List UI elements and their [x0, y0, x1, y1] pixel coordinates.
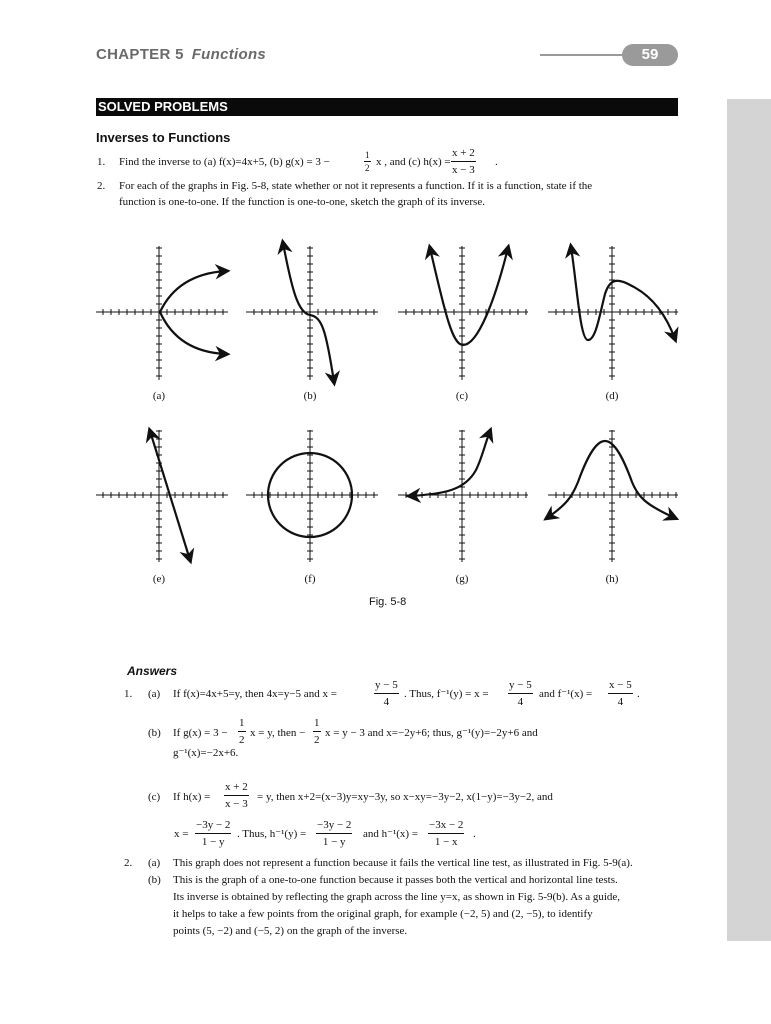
- answer-1c-text: If h(x) =: [173, 791, 211, 803]
- answer-1b-text-2: x = y, then −: [250, 727, 306, 739]
- answer-2b-line-3: it helps to take a few points from the original graph, for example (−2, 5) and (2, −5), to identify: [173, 908, 593, 920]
- answer-1c-text-4: and h⁻¹(x) =: [363, 828, 419, 840]
- answer-1a-tag: (a): [148, 688, 161, 700]
- fraction-denominator: 2: [314, 734, 320, 746]
- answer-1b-fraction-1: [238, 716, 246, 747]
- problem-1-part2: x , and (c) h(x) =: [376, 156, 451, 168]
- figure-caption: (h): [605, 573, 619, 585]
- answer-1-number: 1.: [124, 688, 133, 700]
- answer-1c-fraction-3: [316, 818, 352, 849]
- answer-1c-end: .: [473, 828, 476, 840]
- answer-1a-fraction-2: [508, 678, 533, 709]
- answer-1c-text-2: = y, then x+2=(x−3)y=xy−3y, so x−xy=−3y−2, x(1−y)=−3y−2, and: [257, 791, 553, 803]
- page-number: 59: [622, 44, 678, 66]
- answer-1c-fraction-1: [224, 780, 249, 811]
- answers-heading: Answers: [127, 664, 178, 678]
- answer-1c-x: x =: [174, 828, 189, 840]
- fraction-numerator: x − 5: [608, 678, 633, 694]
- fraction-numerator: −3x − 2: [428, 818, 464, 834]
- answer-1a-fraction-1: [374, 678, 399, 709]
- fraction-numerator: y − 5: [508, 678, 533, 694]
- fraction-numerator: 1: [238, 716, 246, 732]
- graph-g-curve: [410, 431, 490, 496]
- fraction-numerator: −3y − 2: [195, 818, 231, 834]
- answer-1b-line-2: g⁻¹(x)=−2x+6.: [173, 747, 239, 759]
- answer-1b-fraction-2: [313, 716, 321, 747]
- fraction-denominator: 2: [365, 163, 370, 173]
- fraction-denominator: x − 3: [225, 798, 248, 810]
- problem-2-number: 2.: [97, 180, 106, 192]
- answer-1b-text: If g(x) = 3 −: [173, 727, 228, 739]
- answer-1c-tag: (c): [148, 791, 161, 803]
- fraction-numerator: −3y − 2: [316, 818, 352, 834]
- figure-caption: (c): [455, 390, 469, 402]
- problem-2-line-1: For each of the graphs in Fig. 5-8, state whether or not it represents a function. If it is a function, state if the: [119, 180, 593, 192]
- graph-c-curve: [430, 248, 508, 345]
- answer-2b-line-4: points (5, −2) and (−5, 2) on the graph of the inverse.: [173, 925, 408, 937]
- fraction-denominator: 1 − x: [434, 836, 458, 848]
- fraction-denominator: 2: [239, 734, 245, 746]
- figure-label: Fig. 5-8: [369, 596, 407, 608]
- figure-caption: (a): [152, 390, 166, 402]
- answer-1a-fraction-3: [608, 678, 633, 709]
- problem-2-line-2: function is one-to-one. If the function is one-to-one, sketch the graph of its inverse.: [119, 196, 485, 208]
- answer-1b-tag: (b): [148, 727, 161, 739]
- fraction-numerator: y − 5: [374, 678, 399, 694]
- answer-2-number: 2.: [124, 857, 133, 869]
- fraction-denominator: 1 − y: [322, 836, 346, 848]
- fraction-denominator: x − 3: [452, 164, 475, 176]
- section-title: Inverses to Functions: [96, 130, 231, 145]
- problem-1-part1: Find the inverse to (a) f(x)=4x+5, (b) g(x) = 3 −: [119, 156, 330, 168]
- fraction-numerator: 1: [313, 716, 321, 732]
- figure-caption: (e): [152, 573, 166, 585]
- figure-caption: (f): [304, 573, 316, 585]
- fraction-numerator: x + 2: [224, 780, 249, 796]
- figure-caption: (g): [455, 573, 469, 585]
- chapter-number: CHAPTER 5: [96, 46, 184, 63]
- problem-1-number: 1.: [97, 156, 106, 168]
- figure-caption: (b): [303, 390, 317, 402]
- answer-2b-line-2: Its inverse is obtained by reflecting the graph across the line y=x, as shown in Fig. 5-9(b). As a guide,: [173, 891, 621, 903]
- answer-1c-text-3: . Thus, h⁻¹(y) =: [237, 828, 307, 840]
- answer-1a-text-3: and f⁻¹(x) =: [539, 688, 593, 700]
- chapter-name: Functions: [191, 46, 267, 63]
- fraction-denominator: 1 − y: [201, 836, 225, 848]
- problem-1-end: .: [495, 156, 498, 168]
- figure-caption: (d): [605, 390, 619, 402]
- answer-2b-line-1: This is the graph of a one-to-one function because it passes both the vertical and horizontal line tests.: [173, 874, 618, 886]
- answer-1b-text-3: x = y − 3 and x=−2y+6; thus, g⁻¹(y)=−2y+6 and: [325, 727, 538, 739]
- graph-d-curve: [571, 247, 675, 340]
- answer-1c-fraction-2: [195, 818, 231, 849]
- answer-1a-end: .: [637, 688, 640, 700]
- answer-2a-text: This graph does not represent a function because it fails the vertical line test, as illustrated in Fig. 5-9(a).: [173, 857, 633, 869]
- section-bar: SOLVED PROBLEMS: [96, 98, 678, 116]
- answer-2a-tag: (a): [148, 857, 161, 869]
- answer-1a-text-2: . Thus, f⁻¹(y) = x =: [404, 688, 489, 700]
- fraction-denominator: 4: [617, 696, 624, 708]
- fraction-numerator: x + 2: [451, 146, 476, 162]
- answer-2b-tag: (b): [148, 874, 161, 886]
- answer-1a-text: If f(x)=4x+5=y, then 4x=y−5 and x =: [173, 688, 337, 700]
- fraction-denominator: 4: [383, 696, 390, 708]
- answer-1c-fraction-4: [428, 818, 464, 849]
- fraction-numerator: 1: [365, 150, 370, 160]
- fraction-denominator: 4: [517, 696, 524, 708]
